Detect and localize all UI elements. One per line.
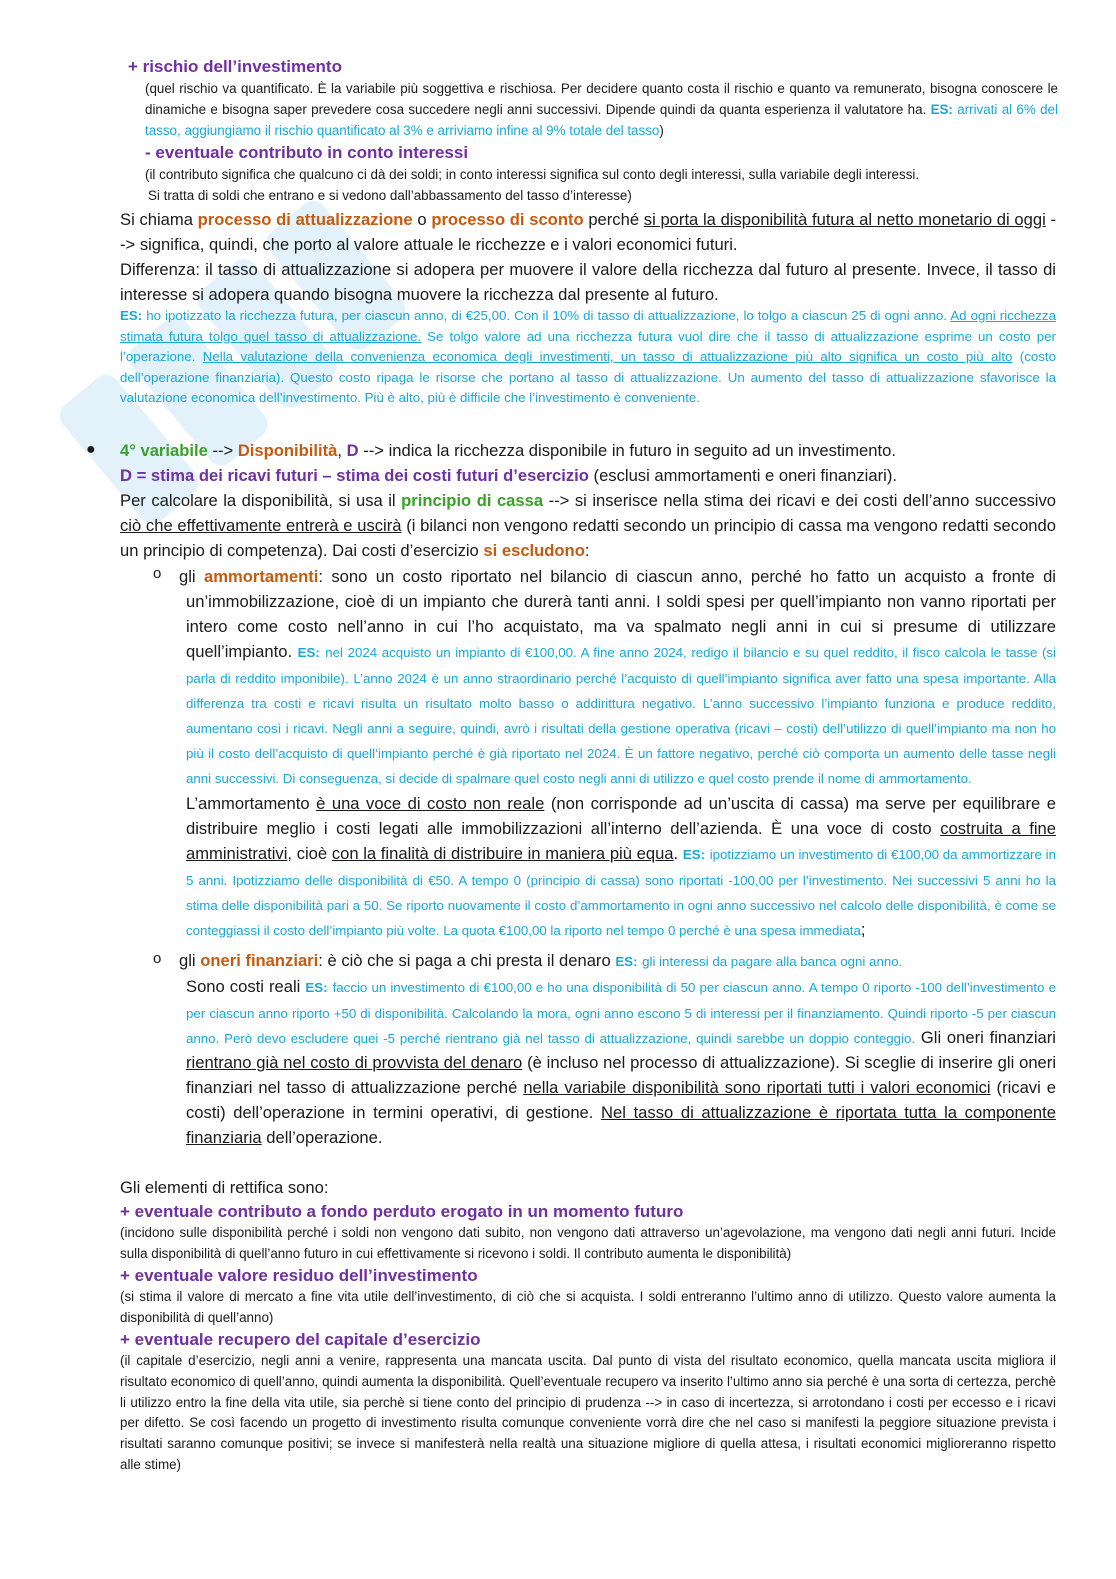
formula-disponibilita: D = stima dei ricavi futuri – stima dei costi futuri d’esercizio (esclusi ammortamenti e oneri finanziari).	[120, 466, 897, 485]
heading-rettifica: Gli elementi di rettifica sono:	[120, 1178, 329, 1197]
section-rischio	[128, 55, 1058, 141]
heading-contributo-fondo-perduto: + eventuale contributo a fondo perduto erogato in un momento futuro	[120, 1202, 684, 1221]
para-recupero-capitale: (il capitale d’esercizio, negli anni a venire, rappresenta una mancata uscita. Dal punto di vista del risultato economico, quella mancata uscita migliora il risultato economico di quell’anno, quindi aumenta la disponibilità. Quell’eventuale recupero va inserito l’ultimo anno sia perché è una sorta di certezza, perchè li utilizzo entro la fine della vita utile, sia perchè si tiene conto del principio di prudenza --> in caso di incertezza, si arrotondano i costi per eccesso e i ricavi per difetto. Se così facendo un progetto di investimento risulta comunque conveniente vorrà dire che nel caso si manifesti la peggiore situazione prevista i risultati saranno comunque positivi; se invece si manifesterà nella realtà una situazione migliore di quella attesa, i risultati economici miglioreranno rispetto alle stime)	[120, 1353, 1056, 1472]
para-contributo-fondo-perduto: (incidono sulle disponibilità perché i soldi non vengono dati subito, non vengono dati attraverso un’agevolazione, ma vengono dati negli anni futuri. Incide sulla disponibilità di quell’anno futuro in cui effettivamente si ricevono i soldi. Il contributo aumenta le disponibilità)	[120, 1225, 1056, 1261]
section-disponibilita: 4° variabile --> Disponibilità, D --> indica la ricchezza disponibile in futuro in seguito ad un investimento. D = stima dei ricavi futuri – stima dei costi futuri d’esercizio (esclusi ammortamenti e oneri finanziari). Per calcolare la disponibilità, si usa il principio di cassa --> si inserisce nella stima dei ricavi e dei costi dell’anno successivo ciò che effettivamente entrerà e uscirà (i bilanci non vengono redatti secondo un principio di cassa ma vengono redatti secondo un principio di competenza). Dai costi d’esercizio si escludono:	[120, 438, 1056, 563]
section-ammortamenti: gli ammortamenti: sono un costo riportato nel bilancio di ciascun anno, perché ho fatto un acquisto a fronte di un’immobilizzazione, cioè di un impianto che durerà tanti anni. I soldi spesi per quell’impianto non vanno riportati per intero come costo nell’anno in cui l’ho acquistato, ma va spalmato negli anni in cui si presume di utilizzare quell’impianto. ES: nel 2024 acquisto un impianto di €100,00. A fine anno 2024, redigo il bilancio e su quel reddito, il fisco calcola le tasse (si parla di reddito imponibile). L’anno 2024 è un anno straordinario perché l’acquisto di quell’impianto significa aver fatto una spesa importante. Alla differenza tra costi e ricavi risulta un risultato molto basso o addirittura negativo. L’anno successivo l’impianto funziona e produce reddito, aumentano così i ricavi. Negli anni a seguire, quindi, avrò i risultati della gestione operativa (ricavi – costi) dell’utilizzo di quell’impianto ma non ho più il costo dell’acquisto di quell’impianto perché è già riportato nel 2024. È un fattore negativo, perché ciò comporta un aumento delle tasse negli anni successivi. Di conseguenza, si decide di spalmare quel costo negli anni di utilizzo e quel costo prende il nome di ammortamento. L’ammortamento è una voce di costo non reale (non corrisponde ad un’uscita di cassa) ma serve per equilibrare e distribuire meglio i costi legati alle immobilizzazioni all’interno dell’azienda. È una voce di costo costruita a fine amministrativi, cioè con la finalità di distribuire in maniera più equa. ES: ipotizziamo un investimento di €100,00 da ammortizzare in 5 anni. Ipotizziamo delle disponibilità di €50. A tempo 0 (principio di cassa) sono riportati -100,00 per l’investimento. Nei successivi 5 anni ho la stima delle disponibilità pari a 50. Se riporto nuovamente il costo d’ammortamento in ogni anno successivo nel calcolo delle disponibilità, è come se conteggiassi il costo dell’impianto più volte. La quota €100,00 la riporto nel tempo 0 perché è una spesa immediata;	[186, 564, 1056, 942]
para-ammortamento-definizione: L’ammortamento è una voce di costo non reale (non corrisponde ad un’uscita di cassa) ma serve per equilibrare e distribuire meglio i costi legati alle immobilizzazioni all’interno dell’azienda. È una voce di costo costruita a fine amministrativi, cioè con la finalità di distribuire in maniera più equa. ES: ipotizziamo un investimento di €100,00 da ammortizzare in 5 anni. Ipotizziamo delle disponibilità di €50. A tempo 0 (principio di cassa) sono riportati -100,00 per l’investimento. Nei successivi 5 anni ho la stima delle disponibilità pari a 50. Se riporto nuovamente il costo d’ammortamento in ogni anno successivo nel calcolo delle disponibilità, è come se conteggiassi il costo dell’impianto più volte. La quota €100,00 la riporto nel tempo 0 perché è una spesa immediata;	[186, 794, 1056, 939]
section-contributo-interessi	[145, 141, 1058, 206]
heading-recupero-capitale: + eventuale recupero del capitale d’esercizio	[120, 1330, 481, 1349]
para-oneri-dettaglio: Sono costi reali ES: faccio un investimento di €100,00 e ho una disponibilità di 50 per ciascun anno. A tempo 0 riporto -100 dell’investimento e per ciascun anno riporto +50 di disponibilità. Calcolando la mora, ogni anno escono 5 di interessi per il finanziamento. Quindi riporto -5 per ciascun anno. Però devo escludere quei -5 perché rientrano già nel tasso di attualizzazione, quindi sarebbe un doppio conteggio. Gli oneri finanziari rientrano già nel costo di provvista del denaro (è incluso nel processo di attualizzazione). Si sceglie di inserire gli oneri finanziari nel tasso di attualizzazione perché nella variabile disponibilità sono riportati tutti i valori economici (ricavi e costi) dell’operazione in termini operativi, di gestione. Nel tasso di attualizzazione è riportata tutta la componente finanziaria dell’operazione.	[186, 977, 1057, 1147]
heading-contributo-interessi: - eventuale contributo in conto interessi	[145, 143, 469, 162]
heading-rischio: + rischio dell’investimento	[128, 57, 342, 76]
para-contributo-1: (il contributo significa che qualcuno ci dà dei soldi; in conto interessi significa sul conto degli interessi, sulla variabile degli interessi.	[145, 167, 920, 182]
example-tasso: ES: ho ipotizzato la ricchezza futura, per ciascun anno, di €25,00. Con il 10% di tasso di attualizzazione, lo tolgo a ciascun 25 di ogni anno. Ad ogni ricchezza stimata futura tolgo quel tasso di attualizzazione. Se tolgo valore ad una ricchezza futura vuol dire che il tasso di attualizzazione esprime un costo per l’operazione. Nella valutazione della convenienza economica degli investimenti, un tasso di attualizzazione più alto significa un costo più alto (costo dell’operazione finanziaria). Questo costo ripaga le risorse che portano al tasso di attualizzazione. Un aumento del tasso di attualizzazione sfavorisce la valutazione economica dell’investimento. Più è alto, più è difficile che l’investimento è conveniente.	[120, 308, 1057, 405]
heading-valore-residuo: + eventuale valore residuo dell’investimento	[120, 1266, 478, 1285]
sub-bullet-ammortamenti: o	[153, 565, 162, 582]
para-valore-residuo: (si stima il valore di mercato a fine vita utile dell’investimento, di ciò che si acquista. I soldi entreranno l’ultimo anno di utilizzo. Questo valore aumenta la disponibilità di quell’anno)	[120, 1289, 1056, 1325]
para-differenza: Differenza: il tasso di attualizzazione si adopera per muovere il valore della ricchezza dal futuro al presente. Invece, il tasso di interesse si adopera quando bisogna muovere la ricchezza dal presente al futuro.	[120, 260, 1056, 304]
sub-bullet-oneri: o	[153, 950, 162, 967]
section-oneri-finanziari: gli oneri finanziari: è ciò che si paga a chi presta il denaro ES: gli interessi da pagare alla banca ogni anno. Sono costi reali ES: faccio un investimento di €100,00 e ho una disponibilità di 50 per ciascun anno. A tempo 0 riporto -100 dell’investimento e per ciascun anno riporto +50 di disponibilità. Calcolando la mora, ogni anno escono 5 di interessi per il finanziamento. Quindi riporto -5 per ciascun anno. Però devo escludere quei -5 perché rientrano già nel tasso di attualizzazione, quindi sarebbe un doppio conteggio. Gli oneri finanziari rientrano già nel costo di provvista del denaro (è incluso nel processo di attualizzazione). Si sceglie di inserire gli oneri finanziari nel tasso di attualizzazione perché nella variabile disponibilità sono riportati tutti i valori economici (ricavi e costi) dell’operazione in termini operativi, di gestione. Nel tasso di attualizzazione è riportata tutta la componente finanziaria dell’operazione.	[186, 948, 1056, 1150]
section-rettifica	[120, 1175, 1056, 1476]
para-attualizzazione: Si chiama processo di attualizzazione o processo di sconto perché si porta la disponibilità futura al netto monetario di oggi --> significa, quindi, che porto al valore attuale le ricchezze e i valori economici futuri. Differenza: il tasso di attualizzazione si adopera per muovere il valore della ricchezza dal futuro al presente. Invece, il tasso di interesse si adopera quando bisogna muovere la ricchezza dal presente al futuro.	[120, 207, 1056, 307]
para-principio-cassa: Per calcolare la disponibilità, si usa il principio di cassa --> si inserisce nella stima dei ricavi e dei costi dell’anno successivo ciò che effettivamente entrerà e uscirà (i bilanci non vengono redatti secondo un principio di cassa ma vengono redatti secondo un principio di competenza). Dai costi d’esercizio si escludono:	[120, 491, 1057, 560]
bullet-dot: ●	[86, 441, 96, 458]
para-rischio: (quel rischio va quantificato. È la variabile più soggettiva e rischiosa. Per decidere quanto costa il rischio e quanto va remunerato, bisogna conoscere le dinamiche e bisogna saper prevedere cosa succedere negli anni successivi. Dipende quindi da quanta esperienza il valutatore ha. ES: arrivati al 6% del tasso, aggiungiamo il rischio quantificato al 3% e arriviamo infine al 9% totale del tasso)	[145, 81, 1058, 138]
para-contributo-2: Si tratta di soldi che entrano e si vedono dall’abbassamento del tasso d’interesse)	[148, 188, 632, 203]
